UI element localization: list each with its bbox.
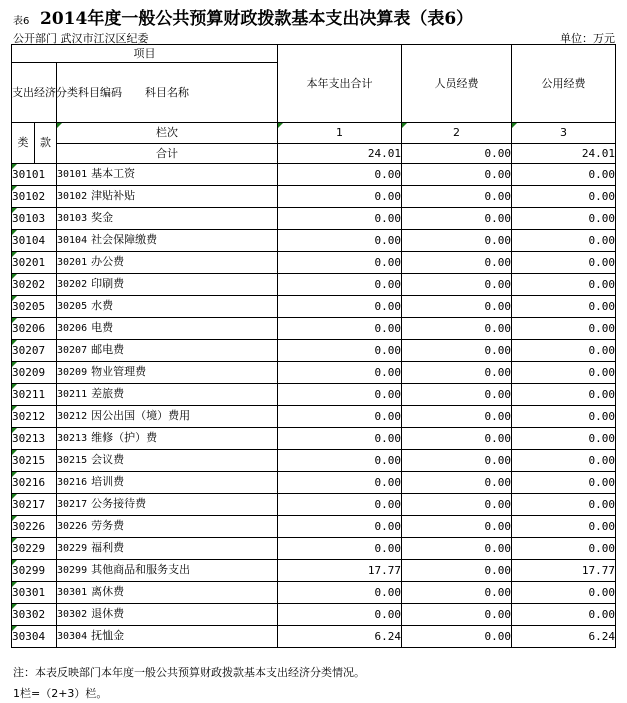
subject-code: 30229	[57, 543, 88, 554]
subject-code: 30202	[57, 279, 88, 290]
econ-code-cell: 30213	[12, 428, 57, 450]
total-cell: 0.00	[278, 406, 402, 428]
subject-name-cell	[57, 604, 278, 626]
table-row	[12, 516, 616, 538]
subject-name: 维修（护）费	[91, 431, 158, 444]
public-cell: 0.00	[512, 208, 616, 230]
header-kuan: 款	[35, 123, 57, 164]
personnel-cell: 0.00	[402, 494, 512, 516]
personnel-cell: 0.00	[402, 296, 512, 318]
personnel-cell: 0.00	[402, 516, 512, 538]
public-cell: 0.00	[512, 362, 616, 384]
personnel-cell: 0.00	[402, 252, 512, 274]
footnote-1: 注：本表反映部门本年度一般公共预算财政拨款基本支出经济分类情况。	[13, 666, 365, 679]
public-cell: 0.00	[512, 428, 616, 450]
subject-name-cell	[57, 450, 278, 472]
subject-name: 奖金	[91, 211, 114, 224]
subject-name-cell	[57, 296, 278, 318]
econ-code-cell: 30304	[12, 626, 57, 648]
header-lei: 类	[12, 123, 35, 164]
subject-name: 会议费	[91, 453, 125, 466]
subject-name-cell	[57, 208, 278, 230]
total-cell: 0.00	[278, 516, 402, 538]
econ-code-cell: 30202	[12, 274, 57, 296]
subject-name: 退休费	[91, 607, 125, 620]
title-row	[13, 4, 613, 28]
econ-code-cell: 30229	[12, 538, 57, 560]
subject-name-cell	[57, 274, 278, 296]
econ-code-cell: 30216	[12, 472, 57, 494]
econ-code-cell: 30209	[12, 362, 57, 384]
econ-code-cell: 30299	[12, 560, 57, 582]
subject-name-cell	[57, 494, 278, 516]
public-cell: 0.00	[512, 296, 616, 318]
subject-code: 30215	[57, 455, 88, 466]
personnel-cell: 0.00	[402, 274, 512, 296]
personnel-cell: 0.00	[402, 230, 512, 252]
table-row	[12, 208, 616, 230]
table-row	[12, 318, 616, 340]
subject-name: 公务接待费	[91, 497, 147, 510]
subject-code: 30217	[57, 499, 88, 510]
econ-code-cell: 30226	[12, 516, 57, 538]
subject-name: 因公出国（境）费用	[91, 409, 191, 422]
personnel-cell: 0.00	[402, 626, 512, 648]
sum-label: 合计	[57, 144, 278, 164]
econ-code-cell: 30201	[12, 252, 57, 274]
personnel-cell: 0.00	[402, 428, 512, 450]
subject-name: 津贴补贴	[91, 189, 136, 202]
subject-name: 基本工资	[91, 167, 136, 180]
total-cell: 0.00	[278, 362, 402, 384]
personnel-cell: 0.00	[402, 208, 512, 230]
table-row	[12, 164, 616, 186]
personnel-cell: 0.00	[402, 450, 512, 472]
total-cell: 0.00	[278, 384, 402, 406]
total-cell: 17.77	[278, 560, 402, 582]
department-label: 公开部门 武汉市江汉区纪委	[13, 32, 149, 45]
public-cell: 0.00	[512, 494, 616, 516]
total-cell: 0.00	[278, 208, 402, 230]
subject-code: 30206	[57, 323, 88, 334]
table-row	[12, 186, 616, 208]
subject-code: 30201	[57, 257, 88, 268]
subject-name-cell	[57, 582, 278, 604]
col-number-3: 3	[512, 123, 616, 144]
subject-name-cell	[57, 186, 278, 208]
public-cell: 0.00	[512, 274, 616, 296]
public-cell: 0.00	[512, 604, 616, 626]
total-cell: 0.00	[278, 494, 402, 516]
public-cell: 0.00	[512, 230, 616, 252]
sum-row	[12, 144, 616, 164]
table-row	[12, 252, 616, 274]
subject-name-cell	[57, 340, 278, 362]
personnel-cell: 0.00	[402, 340, 512, 362]
header-item: 项目	[12, 45, 278, 63]
table-row	[12, 362, 616, 384]
col-number-1: 1	[278, 123, 402, 144]
total-cell: 0.00	[278, 472, 402, 494]
econ-code-cell: 30205	[12, 296, 57, 318]
subject-code: 30216	[57, 477, 88, 488]
total-cell: 0.00	[278, 274, 402, 296]
subject-name-cell	[57, 164, 278, 186]
header-lanci: 栏次	[57, 123, 278, 144]
subject-code: 30104	[57, 235, 88, 246]
table-row	[12, 582, 616, 604]
header-subject-name: 科目名称	[57, 63, 278, 123]
header-personnel: 人员经费	[402, 45, 512, 123]
personnel-cell: 0.00	[402, 318, 512, 340]
total-cell: 0.00	[278, 450, 402, 472]
subject-code: 30211	[57, 389, 88, 400]
public-cell: 0.00	[512, 340, 616, 362]
subject-code: 30213	[57, 433, 88, 444]
total-cell: 0.00	[278, 230, 402, 252]
public-cell: 0.00	[512, 406, 616, 428]
subject-name-cell	[57, 538, 278, 560]
subject-code: 30207	[57, 345, 88, 356]
personnel-cell: 0.00	[402, 472, 512, 494]
subject-code: 30212	[57, 411, 88, 422]
personnel-cell: 0.00	[402, 560, 512, 582]
personnel-cell: 0.00	[402, 406, 512, 428]
subject-name: 水费	[91, 299, 114, 312]
econ-code-cell: 30104	[12, 230, 57, 252]
subject-name-cell	[57, 428, 278, 450]
subject-name: 抚恤金	[91, 629, 125, 642]
col-number-2: 2	[402, 123, 512, 144]
subject-name: 培训费	[91, 475, 125, 488]
subject-name-cell	[57, 362, 278, 384]
public-cell: 0.00	[512, 450, 616, 472]
public-cell: 0.00	[512, 516, 616, 538]
total-cell: 0.00	[278, 296, 402, 318]
subject-name: 离休费	[91, 585, 125, 598]
table-row	[12, 604, 616, 626]
subject-name: 社会保障缴费	[91, 233, 158, 246]
subject-code: 30299	[57, 565, 88, 576]
subject-name: 差旅费	[91, 387, 125, 400]
total-cell: 0.00	[278, 186, 402, 208]
public-cell: 0.00	[512, 186, 616, 208]
econ-code-cell: 30215	[12, 450, 57, 472]
public-cell: 0.00	[512, 538, 616, 560]
econ-code-cell: 30217	[12, 494, 57, 516]
econ-code-cell: 30206	[12, 318, 57, 340]
table-row	[12, 626, 616, 648]
subject-name-cell	[57, 626, 278, 648]
subject-code: 30226	[57, 521, 88, 532]
subject-code: 30101	[57, 169, 88, 180]
table-row	[12, 428, 616, 450]
total-cell: 0.00	[278, 604, 402, 626]
footnote-2: 1栏=（2+3）栏。	[13, 687, 108, 700]
total-cell: 0.00	[278, 582, 402, 604]
total-cell: 0.00	[278, 538, 402, 560]
table-tag: 表6	[13, 16, 30, 27]
subject-name-cell	[57, 560, 278, 582]
public-cell: 0.00	[512, 252, 616, 274]
subject-code: 30209	[57, 367, 88, 378]
header-public: 公用经费	[512, 45, 616, 123]
unit-label: 单位：万元	[560, 32, 615, 45]
econ-code-cell: 30103	[12, 208, 57, 230]
personnel-cell: 0.00	[402, 384, 512, 406]
public-cell: 17.77	[512, 560, 616, 582]
subject-name: 福利费	[91, 541, 125, 554]
subject-name: 其他商品和服务支出	[91, 563, 191, 576]
personnel-cell: 0.00	[402, 186, 512, 208]
table-row	[12, 450, 616, 472]
header-econ-code: 支出经济分类科目编码	[12, 63, 57, 123]
table-row	[12, 340, 616, 362]
econ-code-cell: 30301	[12, 582, 57, 604]
table-row	[12, 230, 616, 252]
subject-name-cell	[57, 406, 278, 428]
subject-name-cell	[57, 230, 278, 252]
total-cell: 0.00	[278, 164, 402, 186]
header-total: 本年支出合计	[278, 45, 402, 123]
table-row	[12, 560, 616, 582]
subject-name-cell	[57, 384, 278, 406]
subject-code: 30102	[57, 191, 88, 202]
sum-public: 24.01	[512, 144, 616, 164]
subject-name-cell	[57, 472, 278, 494]
subject-code: 30205	[57, 301, 88, 312]
subject-code: 30302	[57, 609, 88, 620]
econ-code-cell: 30212	[12, 406, 57, 428]
subject-name-cell	[57, 516, 278, 538]
total-cell: 0.00	[278, 318, 402, 340]
personnel-cell: 0.00	[402, 164, 512, 186]
public-cell: 0.00	[512, 472, 616, 494]
econ-code-cell: 30101	[12, 164, 57, 186]
econ-code-cell: 30302	[12, 604, 57, 626]
public-cell: 0.00	[512, 164, 616, 186]
table-row	[12, 384, 616, 406]
public-cell: 6.24	[512, 626, 616, 648]
subject-name: 邮电费	[91, 343, 125, 356]
page-title: 2014年度一般公共预算财政拨款基本支出决算表（表6）	[40, 9, 474, 29]
table-row	[12, 538, 616, 560]
personnel-cell: 0.00	[402, 582, 512, 604]
table-row	[12, 472, 616, 494]
subject-code: 30304	[57, 631, 88, 642]
public-cell: 0.00	[512, 384, 616, 406]
total-cell: 0.00	[278, 428, 402, 450]
table-row	[12, 274, 616, 296]
subject-name-cell	[57, 252, 278, 274]
subject-name: 印刷费	[91, 277, 125, 290]
personnel-cell: 0.00	[402, 604, 512, 626]
sum-personnel: 0.00	[402, 144, 512, 164]
subject-code: 30103	[57, 213, 88, 224]
econ-code-cell: 30211	[12, 384, 57, 406]
subject-name: 办公费	[91, 255, 125, 268]
total-cell: 0.00	[278, 340, 402, 362]
expenditure-table	[11, 44, 616, 648]
table-row	[12, 494, 616, 516]
table-row	[12, 296, 616, 318]
sum-total: 24.01	[278, 144, 402, 164]
public-cell: 0.00	[512, 318, 616, 340]
subject-name: 电费	[91, 321, 114, 334]
total-cell: 0.00	[278, 252, 402, 274]
personnel-cell: 0.00	[402, 362, 512, 384]
econ-code-cell: 30102	[12, 186, 57, 208]
personnel-cell: 0.00	[402, 538, 512, 560]
econ-code-cell: 30207	[12, 340, 57, 362]
subject-name: 物业管理费	[91, 365, 147, 378]
public-cell: 0.00	[512, 582, 616, 604]
subject-name: 劳务费	[91, 519, 125, 532]
subject-code: 30301	[57, 587, 88, 598]
table-row	[12, 406, 616, 428]
subject-name-cell	[57, 318, 278, 340]
total-cell: 6.24	[278, 626, 402, 648]
